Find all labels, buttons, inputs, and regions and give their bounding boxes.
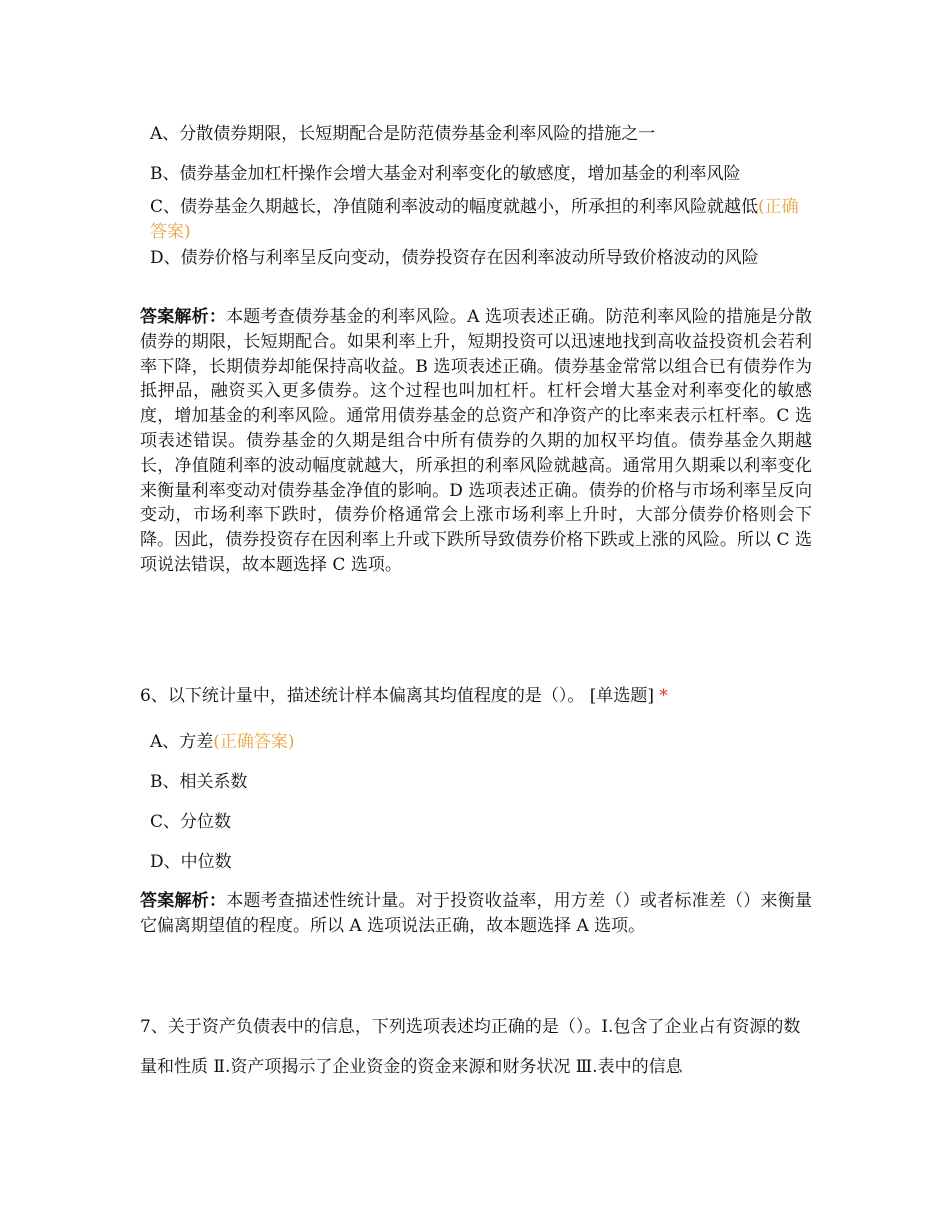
q5-option-c: C、债券基金久期越长，净值随利率波动的幅度就越小，所承担的利率风险就越低(正确答案): [150, 197, 799, 242]
q5-option-a: A、分散债券期限，长短期配合是防范债券基金利率风险的措施之一: [150, 124, 656, 144]
explanation-text: 本题考查描述性统计量。对于投资收益率，用方差（）或者标准差（）来衡量它偏离期望值的程度。所以 A 选项说法正确，故本题选择 A 选项。: [140, 891, 813, 936]
q5-explanation: [140, 305, 812, 578]
explanation-label: 答案解析：: [140, 891, 227, 911]
q6-option-d: D、中位数: [150, 852, 232, 872]
q5-option-b: B、债券基金加杠杆操作会增大基金对利率变化的敏感度，增加基金的利率风险: [150, 164, 741, 184]
q7-question: 7、关于资产负债表中的信息，下列选项表述均正确的是（）。Ⅰ.包含了企业占有资源的数量和性质 Ⅱ.资产项揭示了企业资金的资金来源和财务状况 Ⅲ.表中的信息: [140, 1017, 801, 1077]
q6-option-a: A、方差(正确答案): [150, 732, 295, 752]
correct-answer-tag: (正确答案): [150, 197, 799, 242]
explanation-label: 答案解析：: [140, 307, 227, 327]
q6-question: 6、以下统计量中，描述统计样本偏离其均值程度的是（）。 [单选题] *: [140, 686, 668, 706]
correct-answer-tag: (正确答案): [213, 732, 295, 752]
required-mark: *: [659, 686, 668, 706]
q6-option-b: B、相关系数: [150, 772, 248, 792]
q5-option-d: D、债券价格与利率呈反向变动，债券投资存在因利率波动所导致价格波动的风险: [150, 248, 759, 268]
q6-explanation: [140, 889, 812, 939]
q6-option-c: C、分位数: [150, 812, 232, 832]
explanation-text: 本题考查债券基金的利率风险。A 选项表述正确。防范利率风险的措施是分散债券的期限，长短期配合。如果利率上升，短期投资可以迅速地找到高收益投资机会若利率下降，长期债券却能保持高收益。B 选项表述正确。债券基金常常以组合已有债券作为抵押品，融资买入更多债券。这个过程也叫加杠杆。杠杆会增大基金对利率变化的敏感度，增加基金的利率风险。通常用债券基金的总资产和净资产的比率来表示杠杆率。C 选项表述错误。债券基金的久期是组合中所有债券的久期的加权平均值。债券基金久期越长，净值随利率的波动幅度就越大，所承担的利率风险就越高。通常用久期乘以利率变化来衡量利率变动对债券基金净值的影响。D 选项表述正确。债券的价格与市场利率呈反向变动，市场利率下跌时，债券价格通常会上涨市场利率上升时，大部分债券价格则会下降。因此，债券投资存在因利率上升或下跌所导致债券价格下跌或上涨的风险。所以 C 选项说法错误，故本题选择 C 选项。: [140, 307, 812, 575]
